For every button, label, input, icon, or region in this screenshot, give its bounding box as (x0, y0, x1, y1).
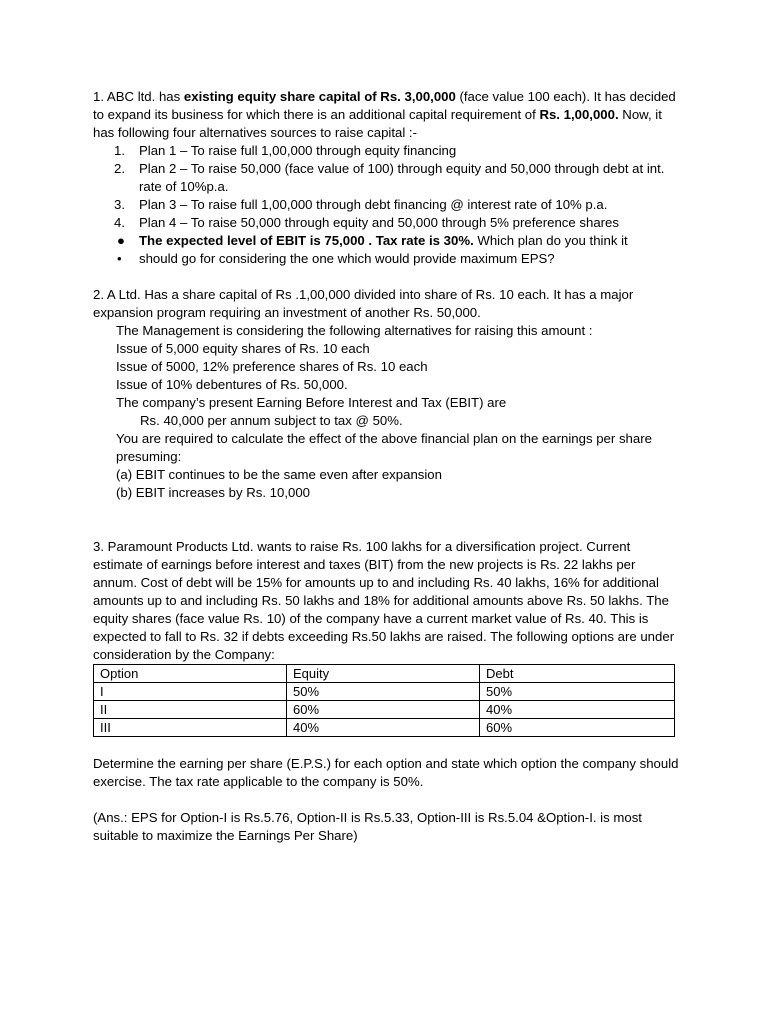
table-row (94, 719, 675, 737)
q1-plan-item (93, 214, 683, 232)
table-cell: II (94, 701, 287, 719)
q2-line: Issue of 5000, 12% preference shares of Rs. 10 each (116, 359, 428, 374)
table-header-cell: Debt (480, 665, 675, 683)
q1-bullet-bold: The expected level of EBIT is 75,000 . Tax rate is 30%. (139, 233, 474, 248)
q2-case-b: (b) EBIT increases by Rs. 10,000 (116, 485, 310, 500)
plan-text: Plan 1 – To raise full 1,00,000 through equity financing (139, 143, 457, 158)
table-cell: I (94, 683, 287, 701)
q1-plan-item (93, 196, 683, 214)
plan-marker: 1. (114, 143, 125, 158)
plan-marker: 2. (114, 161, 125, 176)
q2-ebit-line: Rs. 40,000 per annum subject to tax @ 50%. (140, 413, 403, 428)
question-3 (93, 538, 683, 845)
table-header-cell: Equity (287, 665, 480, 683)
table-cell: 50% (287, 683, 480, 701)
table-cell: III (94, 719, 287, 737)
plan-marker: 4. (114, 215, 125, 230)
table-cell: 60% (480, 719, 675, 737)
table-cell: 50% (480, 683, 675, 701)
document-page (93, 88, 683, 845)
q1-bullet-ebit (93, 232, 683, 250)
options-table (93, 664, 675, 737)
question-2 (93, 286, 683, 502)
table-header-cell: Option (94, 665, 287, 683)
q1-intro-text-e: Now, it has following four alternatives sources to raise capital :- (93, 107, 662, 140)
q1-intro-bold-requirement: Rs. 1,00,000. (539, 107, 619, 122)
bullet-icon: • (117, 251, 122, 266)
q1-bullet-rest: Which plan do you think it (473, 233, 628, 248)
q2-line: Issue of 5,000 equity shares of Rs. 10 each (116, 341, 370, 356)
table-header-row (94, 665, 675, 683)
plan-text: Plan 4 – To raise 50,000 through equity and 50,000 through 5% preference shares (139, 215, 619, 230)
table-cell: 60% (287, 701, 480, 719)
q1-bullet-text: should go for considering the one which would provide maximum EPS? (139, 251, 555, 266)
plan-text: Plan 2 – To raise 50,000 (face value of 100) through equity and 50,000 through debt at int. rate of 10%p.a. (139, 161, 665, 194)
q2-intro: 2. A Ltd. Has a share capital of Rs .1,00,000 divided into share of Rs. 10 each. It has a major expansion program requiring an investment of another Rs. 50,000. (93, 287, 634, 320)
plan-text: Plan 3 – To raise full 1,00,000 through debt financing @ interest rate of 10% p.a. (139, 197, 608, 212)
plan-marker: 3. (114, 197, 125, 212)
q2-line: The Management is considering the following alternatives for raising this amount : (116, 323, 593, 338)
q2-line: Issue of 10% debentures of Rs. 50,000. (116, 377, 348, 392)
q1-plan-item (93, 160, 683, 196)
q3-answer: (Ans.: EPS for Option-I is Rs.5.76, Option-II is Rs.5.33, Option-III is Rs.5.04 &Option-I. is most suitable to maximize the Earnings Per Share) (93, 810, 642, 843)
q1-plan-list (93, 142, 683, 268)
bullet-icon: ● (117, 233, 125, 248)
q3-intro: 3. Paramount Products Ltd. wants to raise Rs. 100 lakhs for a diversification project. Current estimate of earnings before interest and taxes (BIT) from the new projects is Rs. 22 lakhs per annum. Cost of debt will be 15% for amounts up to and including Rs. 40 lakhs, 16% for additional amounts up to and including Rs. 50 lakhs and 18% for additional amounts above Rs. 50 lakhs. The equity shares (face value Rs. 10) of the company have a current market value of Rs. 40. This is expected to fall to Rs. 32 if debts exceeding Rs.50 lakhs are raised. The following options are under consideration by the Company: (93, 539, 675, 662)
q2-line: The company’s present Earning Before Interest and Tax (EBIT) are (116, 395, 507, 410)
table-row (94, 701, 675, 719)
q2-case-a: (a) EBIT continues to be the same even after expansion (116, 467, 442, 482)
q1-plan-item (93, 142, 683, 160)
q3-determine: Determine the earning per share (E.P.S.) for each option and state which option the company should exercise. The tax rate applicable to the company is 50%. (93, 756, 679, 789)
table-row (94, 683, 675, 701)
q1-intro-text-c: (face value 100 each). It has decided to expand its business for which there is an additional capital requirement of (93, 89, 676, 122)
q1-intro-bold-capital: existing equity share capital of Rs. 3,00,000 (183, 89, 456, 104)
table-cell: 40% (287, 719, 480, 737)
q1-intro (93, 88, 683, 142)
q1-bullet-question (93, 250, 683, 268)
table-cell: 40% (480, 701, 675, 719)
q2-required: You are required to calculate the effect of the above financial plan on the earnings per share presuming: (116, 431, 652, 464)
q1-intro-text-a: 1. ABC ltd. has (93, 89, 184, 104)
question-1 (93, 88, 683, 268)
